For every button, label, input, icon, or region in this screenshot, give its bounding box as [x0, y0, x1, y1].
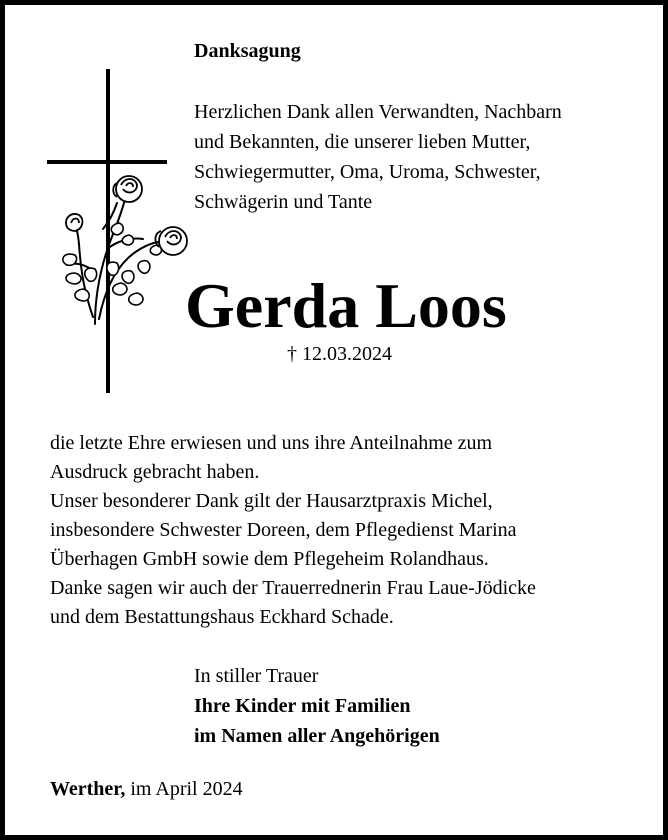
intro-line: Schwägerin und Tante [194, 191, 373, 213]
deceased-name: Gerda Loos [185, 270, 507, 341]
signoff [194, 661, 440, 751]
body-line: die letzte Ehre erwiesen und uns ihre Anteilnahme zum [50, 432, 493, 454]
signoff-line: In stiller Trauer [194, 665, 319, 687]
body-line: Überhagen GmbH sowie dem Pflegeheim Rolandhaus. [50, 548, 489, 570]
place: Werther, [50, 778, 126, 800]
body-line: und dem Bestattungshaus Eckhard Schade. [50, 606, 394, 628]
heading: Danksagung [194, 40, 301, 62]
signoff-relatives: im Namen aller Angehörigen [194, 725, 440, 747]
death-date: † 12.03.2024 [287, 343, 392, 365]
intro-line: und Bekannten, die unserer lieben Mutter, [194, 131, 531, 153]
intro-line: Schwiegermutter, Oma, Uroma, Schwester, [194, 161, 541, 183]
signoff-family: Ihre Kinder mit Familien [194, 695, 411, 717]
place-date-line [50, 778, 243, 801]
body-text [50, 429, 536, 632]
body-line: Danke sagen wir auch der Trauerrednerin Frau Laue-Jödicke [50, 577, 536, 599]
body-line: Ausdruck gebracht haben. [50, 461, 260, 483]
intro-line: Herzlichen Dank allen Verwandten, Nachbarn [194, 101, 562, 123]
cross-with-roses-icon [45, 69, 195, 399]
intro-text [194, 97, 562, 217]
body-line: Unser besonderer Dank gilt der Hausarztpraxis Michel, [50, 490, 493, 512]
date-line: im April 2024 [125, 778, 243, 800]
body-line: insbesondere Schwester Doreen, dem Pflegedienst Marina [50, 519, 517, 541]
